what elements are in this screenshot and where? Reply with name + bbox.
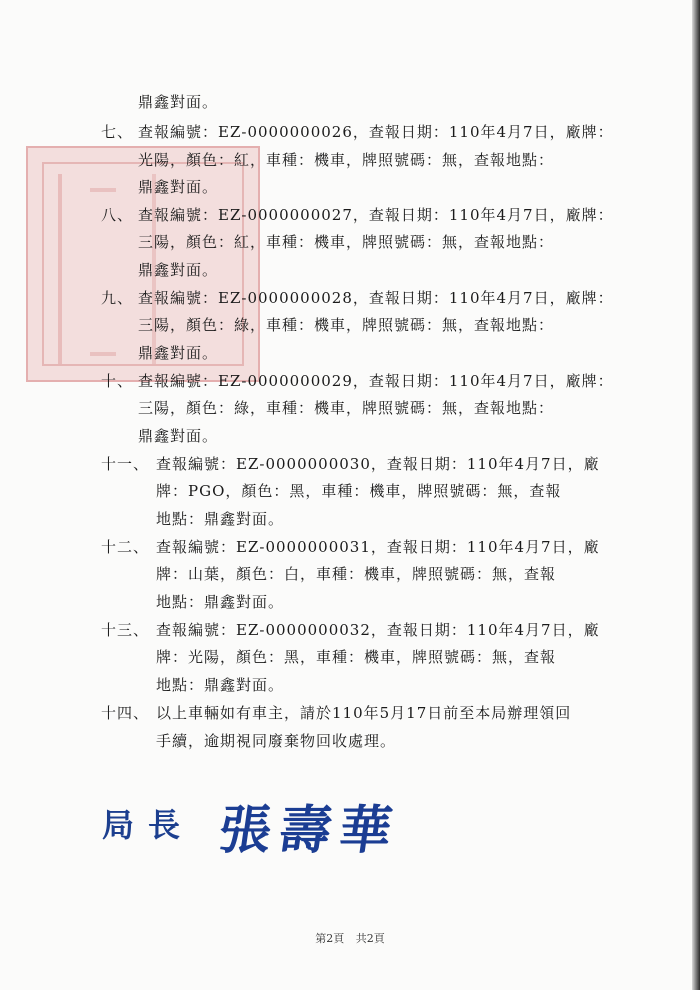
item-number: 十四、 xyxy=(101,704,150,722)
text-line: 查報編號：EZ-0000000027，查報日期：110年4月7日，廠牌： xyxy=(138,206,614,224)
item-number: 十、 xyxy=(101,372,134,390)
item-number: 十三、 xyxy=(101,621,150,639)
page-total: 共2頁 xyxy=(355,932,385,945)
text-line: 鼎鑫對面。 xyxy=(138,344,219,362)
text-line: 鼎鑫對面。 xyxy=(138,427,219,445)
text-line: 查報編號：EZ-0000000026，查報日期：110年4月7日，廠牌： xyxy=(138,123,614,141)
item-number: 七、 xyxy=(101,123,134,141)
text-line: 查報編號：EZ-0000000032，查報日期：110年4月7日，廠 xyxy=(156,621,600,639)
text-line: 查報編號：EZ-0000000028，查報日期：110年4月7日，廠牌： xyxy=(138,289,614,307)
item-number: 十一、 xyxy=(101,455,150,473)
signatory-name: 張壽華 xyxy=(215,800,404,861)
text-line: 查報編號：EZ-0000000031，查報日期：110年4月7日，廠 xyxy=(156,538,600,556)
signature-block xyxy=(102,788,522,868)
text-line: 三陽，顏色：綠，車種：機車，牌照號碼：無，查報地點： xyxy=(138,399,555,417)
text-line: 查報編號：EZ-0000000029，查報日期：110年4月7日，廠牌： xyxy=(138,372,614,390)
text-line: 地點：鼎鑫對面。 xyxy=(156,593,285,611)
text-line: 光陽，顏色：紅，車種：機車，牌照號碼：無，查報地點： xyxy=(138,151,555,169)
text-line: 三陽，顏色：綠，車種：機車，牌照號碼：無，查報地點： xyxy=(138,316,555,334)
text-line: 地點：鼎鑫對面。 xyxy=(156,676,285,694)
page-number: 第2頁 xyxy=(315,932,345,945)
text-line: 鼎鑫對面。 xyxy=(138,178,219,196)
item-number: 十二、 xyxy=(101,538,150,556)
scan-edge xyxy=(692,0,700,990)
text-line: 鼎鑫對面。 xyxy=(138,93,219,111)
text-line: 牌：光陽，顏色：黑，車種：機車，牌照號碼：無，查報 xyxy=(156,648,557,666)
item-number: 八、 xyxy=(101,206,134,224)
text-line: 查報編號：EZ-0000000030，查報日期：110年4月7日，廠 xyxy=(156,455,600,473)
item-number: 九、 xyxy=(101,289,134,307)
text-line: 地點：鼎鑫對面。 xyxy=(156,510,285,528)
page-footer xyxy=(0,930,700,946)
text-line: 以上車輛如有車主，請於110年5月17日前至本局辦理領回 xyxy=(156,704,572,722)
signatory-title: 局長 xyxy=(102,806,195,844)
text-line: 牌：PGO，顏色：黑，車種：機車，牌照號碼：無，查報 xyxy=(156,482,562,500)
text-line: 鼎鑫對面。 xyxy=(138,261,219,279)
text-line: 牌：山葉，顏色：白，車種：機車，牌照號碼：無，查報 xyxy=(156,565,557,583)
text-line: 手續，逾期視同廢棄物回收處理。 xyxy=(156,732,397,750)
text-line: 三陽，顏色：紅，車種：機車，牌照號碼：無，查報地點： xyxy=(138,233,555,251)
